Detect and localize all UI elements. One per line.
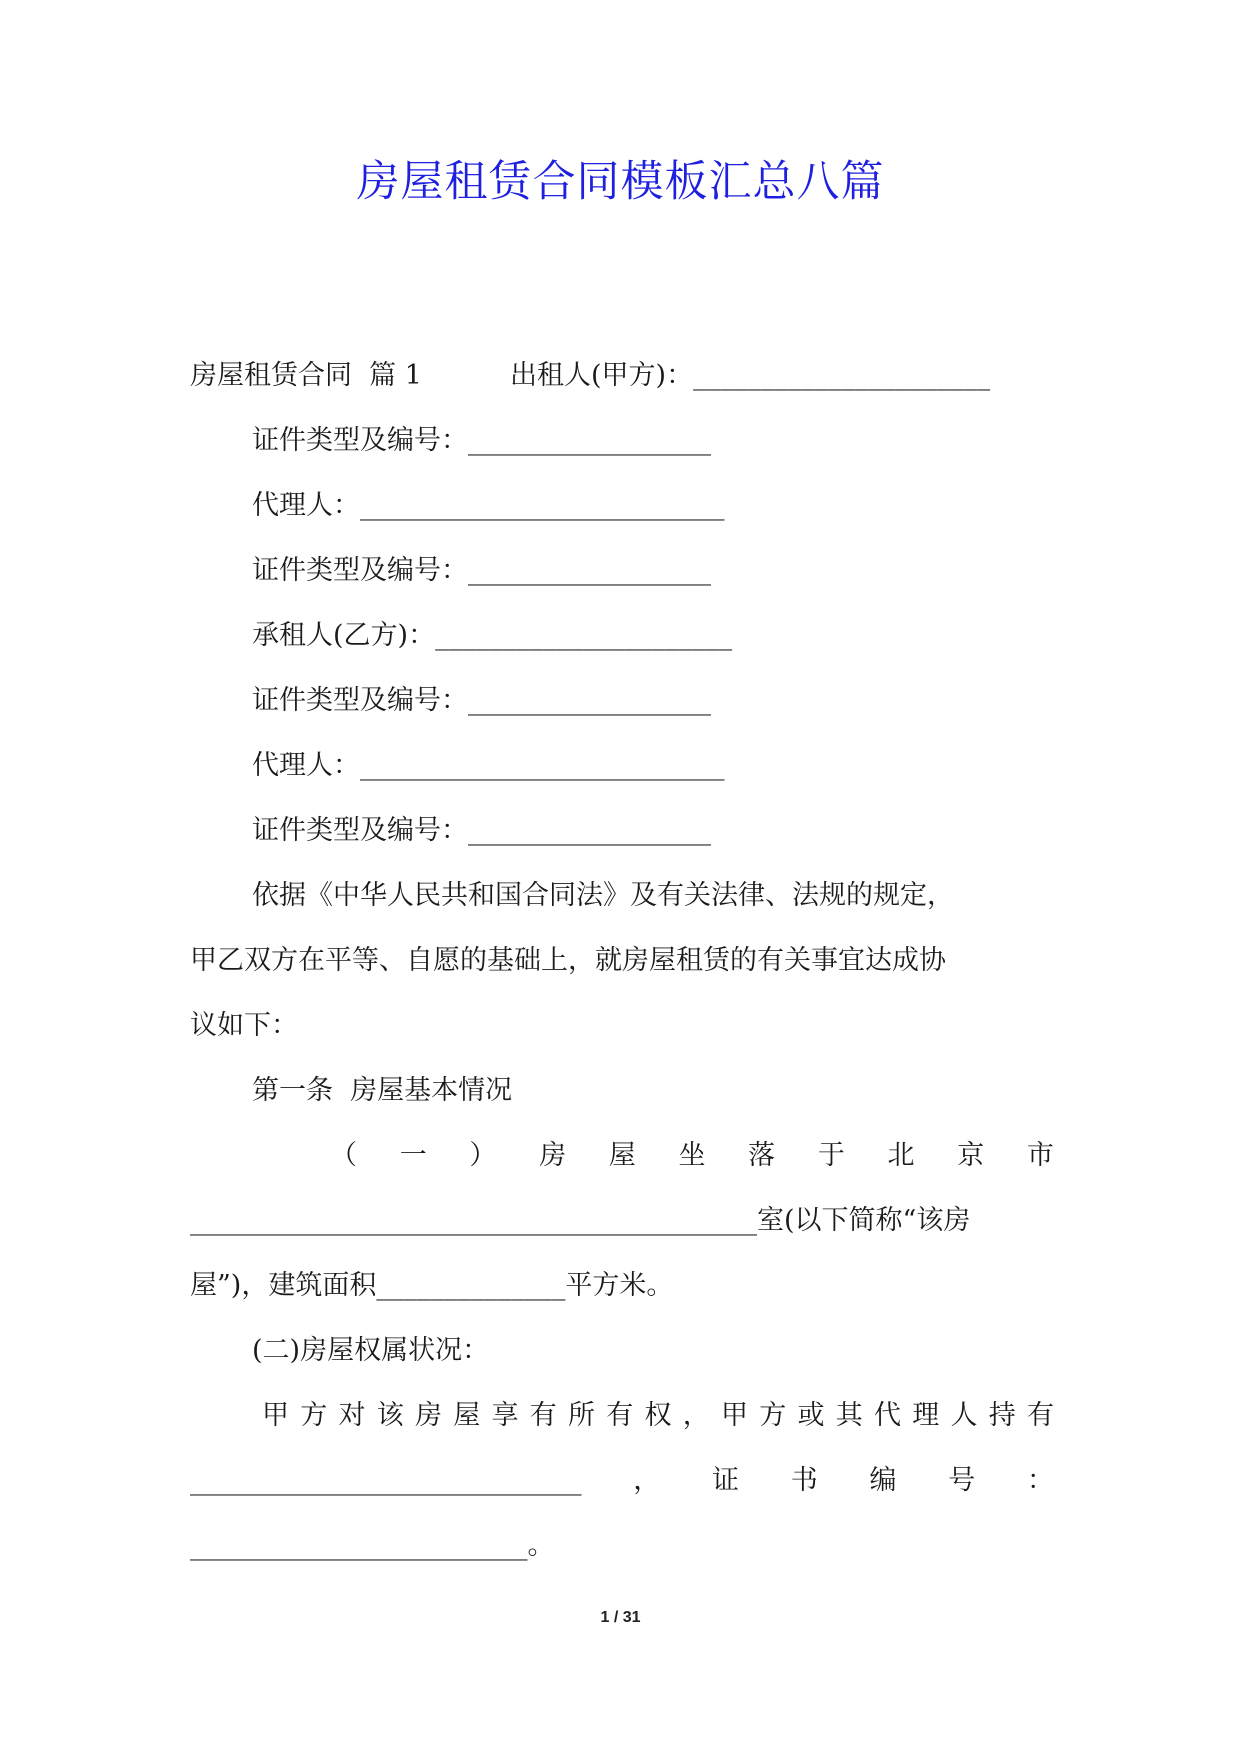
ownership-char: 人 [950,1400,978,1431]
ownership-char: 享 [491,1400,519,1431]
address-char: 一 [399,1140,427,1171]
address-char: 京 [957,1140,985,1171]
address-char: 坐 [678,1140,706,1171]
ownership-char: 或 [797,1400,825,1431]
address-char: 于 [817,1140,845,1171]
address-line-3: 屋”)，建筑面积______________平方米。 [190,1270,674,1301]
ownership-blank: _____________________________ [190,1465,582,1496]
ownership-char: 甲 [721,1400,748,1431]
preamble-line-3: 议如下： [190,1010,298,1041]
ownership-char: 证 [712,1465,739,1496]
ownership-char: 房 [415,1400,442,1431]
ownership-char: ， [633,1465,661,1496]
address-char: 落 [748,1140,776,1171]
preamble-line-2: 甲乙双方在平等、自愿的基础上，就房屋租赁的有关事宜达成协 [190,945,946,976]
address-char: 屋 [608,1140,636,1171]
lessee-field: 承租人(乙方)：______________________ [252,620,733,651]
ownership-char: ： [1027,1465,1054,1496]
ownership-line-1 [262,1396,1054,1436]
address-char: 房 [539,1140,567,1171]
ownership-char: 代 [874,1400,901,1431]
ownership-char: 所 [568,1400,595,1431]
ownership-char: 有 [1027,1400,1054,1431]
ownership-char: 持 [988,1400,1016,1431]
document-title: 房屋租赁合同模板汇总八篇 [356,157,885,207]
ownership-line-2 [190,1461,1054,1501]
ownership-char: 有 [606,1400,634,1431]
ownership-char: 其 [835,1400,863,1431]
ownership-char: 理 [912,1400,940,1431]
ownership-line-3: _________________________。 [190,1530,555,1561]
address-char: 市 [1026,1140,1054,1171]
ownership-char: 方 [300,1400,328,1431]
ownership-char: 对 [338,1400,366,1431]
lessor-field: 出租人(甲方)：______________________ [510,360,991,391]
ownership-char: 方 [759,1400,787,1431]
address-char: （ [330,1140,357,1171]
contract-heading: 房屋租赁合同 篇 1 [190,360,422,391]
ownership-char: 编 [869,1465,897,1496]
lessor-id-field: 证件类型及编号：__________________ [252,425,711,456]
ownership-char: ， [682,1400,710,1431]
lessee-agent-field: 代理人：___________________________ [252,750,725,781]
address-line-2: __________________________________________室(以下简称“该房 [190,1205,971,1236]
article-1-heading: 第一条 房屋基本情况 [252,1075,513,1106]
preamble-line-1: 依据《中华人民共和国合同法》及有关法律、法规的规定， [252,880,954,911]
ownership-char: 书 [790,1465,818,1496]
ownership-char: 权 [644,1400,672,1431]
ownership-char: 甲 [262,1400,289,1431]
page-number: 1 / 31 [600,1609,641,1626]
lessee-agent-id-field: 证件类型及编号：__________________ [252,815,711,846]
ownership-heading: (二)房屋权属状况： [252,1335,490,1366]
ownership-char: 屋 [453,1400,481,1431]
lessee-id-field: 证件类型及编号：__________________ [252,685,711,716]
address-char: ） [469,1140,497,1171]
lessor-agent-id-field: 证件类型及编号：__________________ [252,555,711,586]
lessor-agent-field: 代理人：___________________________ [252,490,725,521]
address-char: 北 [887,1140,915,1171]
address-line-1 [330,1136,1054,1176]
ownership-char: 该 [376,1400,404,1431]
ownership-char: 号 [948,1465,976,1496]
ownership-char: 有 [529,1400,557,1431]
